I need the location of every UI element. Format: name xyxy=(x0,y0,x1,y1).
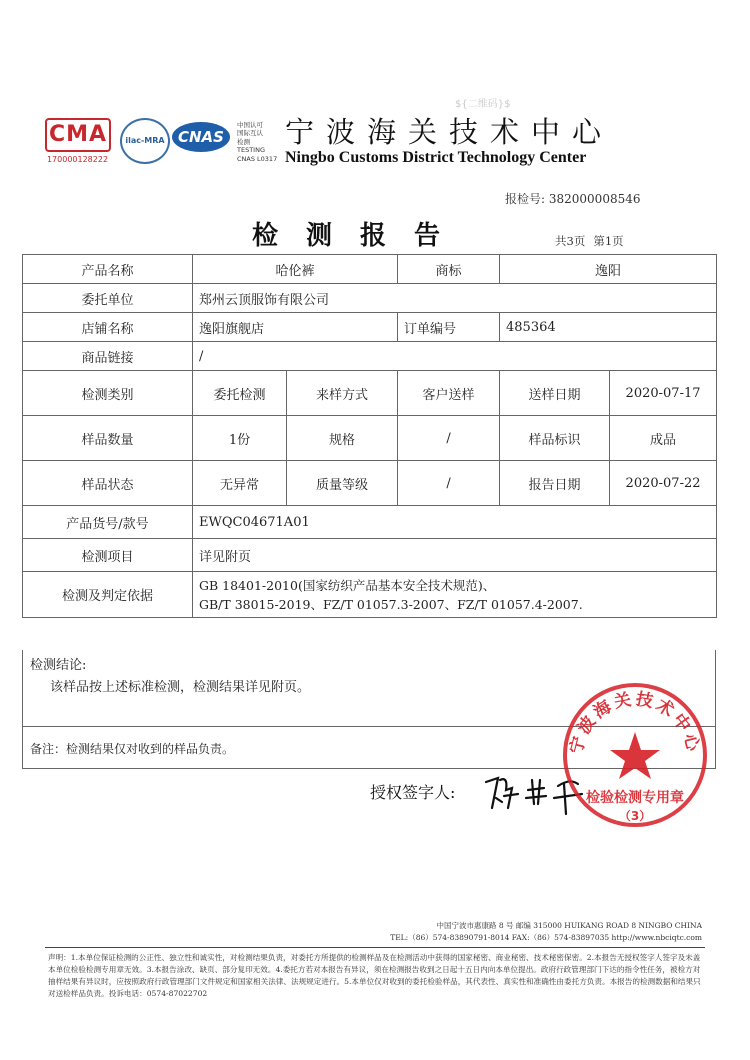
svg-text:宁波海关技术中心: 宁波海关技术中心 xyxy=(566,689,704,756)
remark: 备注：检测结果仅对收到的样品负责。 xyxy=(30,742,235,756)
brand: 逸阳 xyxy=(500,255,717,284)
sample-date: 2020-07-17 xyxy=(610,371,717,416)
table-row xyxy=(23,539,717,572)
org-name-en: Ningbo Customs District Technology Center xyxy=(285,149,587,166)
conclusion-label: 检测结论: xyxy=(30,658,87,673)
order-no: 485364 xyxy=(500,313,717,342)
spec: / xyxy=(398,416,500,461)
product-name: 哈伦裤 xyxy=(193,255,398,284)
test-type-label: 检测类别 xyxy=(23,371,193,416)
test-type: 委托检测 xyxy=(193,371,287,416)
report-date-label: 报告日期 xyxy=(500,461,610,506)
declaration: 声明：1.本单位保证检测的公正性、独立性和诚实性，对检测结果负责，对委托方所提供的检测样品及在检测活动中获得的国家秘密、商业秘密、技术秘密保密。2.本报告无授权签字人签字及未盖本单位检验检测专用章无效。3.本报告涂改、缺页、部分复印无效。4.委托方若对本报告有异议，须在检测报告收到之日起十五日内向本单位提出。政府行政管理部门下达的指令性任务，被检方对抽样结果有异议时，应按照政府行政管理部门文件规定和国家相关法律、法规规定进行。5.本单位仅对收到的委托检验样品，其代表性、真实性和准确性由委托方负责。本报告的检测数据和结果只对送检样品负责。投诉电话：0574-87022702 xyxy=(48,953,701,998)
test-items: 详见附页 xyxy=(193,539,717,572)
cma-number: 170000128222 xyxy=(46,155,109,164)
client-label: 委托单位 xyxy=(23,284,193,313)
table-row xyxy=(23,416,717,461)
client: 郑州云顶服饰有限公司 xyxy=(193,284,717,313)
report-number: 报检号: 382000008546 xyxy=(505,192,641,206)
official-stamp xyxy=(560,680,710,834)
grade-label: 质量等级 xyxy=(287,461,398,506)
cnas-logo: CNAS xyxy=(172,122,230,152)
report-date: 2020-07-22 xyxy=(610,461,717,506)
barcode-placeholder: ${二维码}$ xyxy=(455,99,511,110)
table-row xyxy=(23,313,717,342)
order-no-label: 订单编号 xyxy=(398,313,500,342)
table-row xyxy=(23,506,717,539)
item-no: EWQC04671A01 xyxy=(193,506,717,539)
table-row xyxy=(23,371,717,416)
sample-id-label: 样品标识 xyxy=(500,416,610,461)
store: 逸阳旗舰店 xyxy=(193,313,398,342)
page-indicator: 共3页 第1页 xyxy=(555,234,624,248)
ilac-mra-logo: ilac-MRA xyxy=(120,118,170,164)
items-label: 检测项目 xyxy=(23,539,193,572)
spec-label: 规格 xyxy=(287,416,398,461)
qty-label: 样品数量 xyxy=(23,416,193,461)
table-row xyxy=(23,461,717,506)
cma-logo: CMA xyxy=(45,118,111,152)
sampling-label: 来样方式 xyxy=(287,371,398,416)
item-no-label: 产品货号/款号 xyxy=(23,506,193,539)
store-label: 店铺名称 xyxy=(23,313,193,342)
basis-label: 检测及判定依据 xyxy=(23,572,193,618)
qty: 1份 xyxy=(193,416,287,461)
conclusion-text: 该样品按上述标准检测，检测结果详见附页。 xyxy=(50,680,311,695)
test-basis: GB 18401-2010(国家纺织产品基本安全技术规范)、 GB/T 38015-2019、FZ/T 01057.3-2007、FZ/T 01057.4-2007. xyxy=(193,572,717,618)
svg-text:（3）: （3） xyxy=(618,809,652,823)
footer-divider xyxy=(45,947,705,948)
product-link: / xyxy=(193,342,717,371)
org-name-cn: 宁波海关技术中心 xyxy=(285,115,614,149)
product-name-label: 产品名称 xyxy=(23,255,193,284)
table-row xyxy=(23,284,717,313)
svg-text:检验检测专用章: 检验检测专用章 xyxy=(586,790,684,806)
sample-id: 成品 xyxy=(610,416,717,461)
grade: / xyxy=(398,461,500,506)
table-row xyxy=(23,255,717,284)
brand-label: 商标 xyxy=(398,255,500,284)
link-label: 商品链接 xyxy=(23,342,193,371)
cnas-accreditation-text: 中国认可 国际互认 检测 TESTING CNAS L0317 xyxy=(237,121,278,163)
report-title: 检测报告 xyxy=(252,221,469,251)
signatory-label: 授权签字人: xyxy=(370,783,456,802)
state-label: 样品状态 xyxy=(23,461,193,506)
table-row xyxy=(23,342,717,371)
state: 无异常 xyxy=(193,461,287,506)
sample-date-label: 送样日期 xyxy=(500,371,610,416)
footer-address: 中国宁波市惠康路 8 号 邮编 315000 HUIKANG ROAD 8 NINGBO CHINA TEL:（86）574-83890791-8014 FAX:（86）574-83897035 http://www.nbciqtc.com xyxy=(390,921,702,942)
table-row xyxy=(23,572,717,618)
report-table xyxy=(22,254,717,618)
sampling: 客户送样 xyxy=(398,371,500,416)
